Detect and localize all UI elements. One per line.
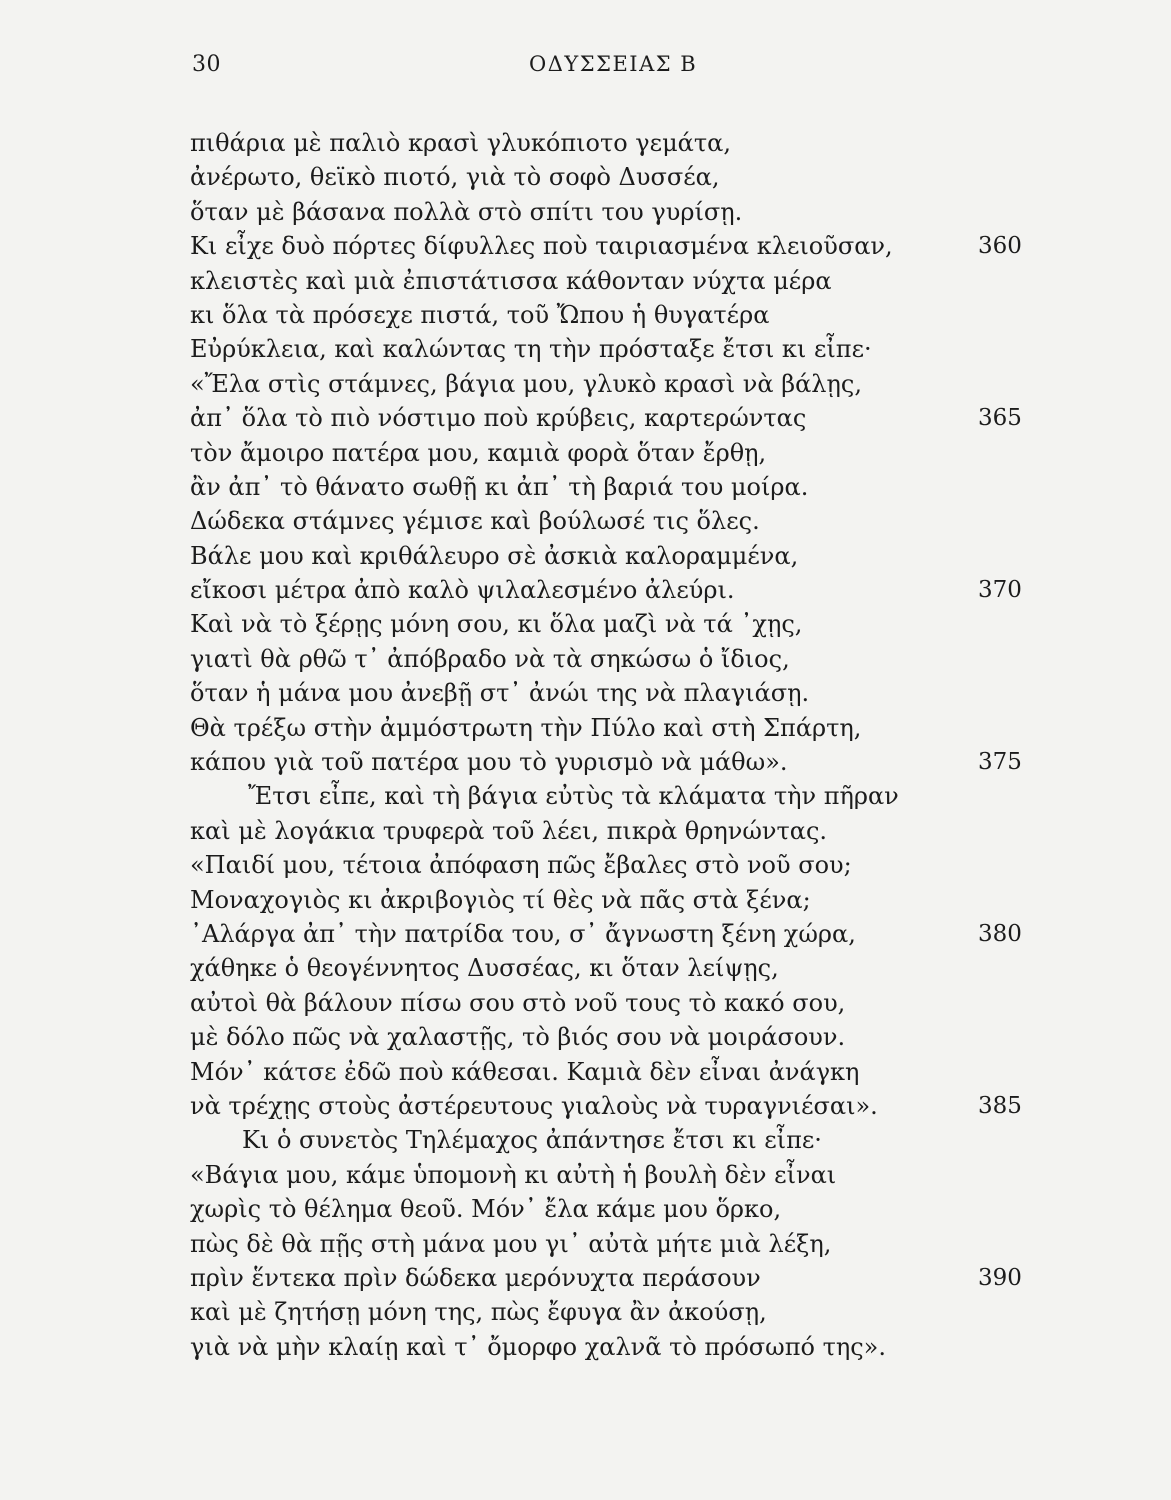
verse-text: ὅταν ἡ μάνα μου ἀνεβῇ στ᾿ ἀνώι της νὰ πλαγιάσῃ.: [190, 679, 810, 708]
line-number: 370: [978, 577, 1022, 604]
verse-line: [190, 1020, 1030, 1054]
verse-line: [190, 367, 1030, 401]
verse-text: πιθάρια μὲ παλιὸ κρασὶ γλυκόπιοτο γεμάτα,: [190, 129, 731, 157]
verse-text: κάπου γιὰ τοῦ πατέρα μου τὸ γυρισμὸ νὰ μάθω».: [190, 748, 788, 777]
verse-line: [190, 1227, 1030, 1261]
verse-line: [190, 401, 1030, 435]
verse-line: [190, 298, 1030, 332]
verse-text: πρὶν ἕντεκα πρὶν δώδεκα μερόνυχτα περάσουν: [190, 1263, 761, 1292]
line-number: 365: [978, 405, 1022, 432]
verse-text: ᾿Αλάργα ἀπ᾿ τὴν πατρίδα του, σ᾿ ἄγνωστη ξένη χώρα,: [190, 919, 856, 948]
verse-line: [190, 539, 1030, 573]
verse-line: [190, 229, 1030, 263]
verse-text: Βάλε μου καὶ κριθάλευρο σὲ ἀσκιὰ καλοραμμένα,: [190, 541, 799, 570]
verse-text: αὐτοὶ θὰ βάλουν πίσω σου στὸ νοῦ τους τὸ κακό σου,: [190, 988, 846, 1017]
verse-text: νὰ τρέχῃς στοὺς ἀστέρευτους γιαλοὺς νὰ τυραγνιέσαι».: [190, 1091, 878, 1120]
verse-line: [190, 470, 1030, 504]
verse-line: [190, 986, 1030, 1020]
verse-text: γιὰ νὰ μὴν κλαίῃ καὶ τ᾿ ὄμορφο χαλνᾶ τὸ πρόσωπό της».: [190, 1332, 886, 1361]
verse-line: [190, 917, 1030, 951]
verse-text: πὼς δὲ θὰ πῇς στὴ μάνα μου γι᾿ αὐτὰ μήτε μιὰ λέξη,: [190, 1229, 832, 1258]
verse-line: [190, 436, 1030, 470]
verse-line: [190, 711, 1030, 745]
line-number: 385: [978, 1092, 1022, 1119]
verse-line: [190, 607, 1030, 641]
verse-text: Καὶ νὰ τὸ ξέρῃς μόνη σου, κι ὅλα μαζὶ νὰ τά ᾿χῃς,: [190, 610, 803, 639]
verse-text: «Ἔλα στὶς στάμνες, βάγια μου, γλυκὸ κρασὶ νὰ βάλῃς,: [190, 369, 862, 398]
verse-line: [190, 332, 1030, 366]
verse-line: [190, 1295, 1030, 1329]
verse-block: [190, 126, 1030, 1364]
verse-text: Κι ὁ συνετὸς Τηλέμαχος ἀπάντησε ἔτσι κι εἶπε·: [242, 1126, 822, 1155]
verse-line: [190, 195, 1030, 229]
verse-text: ἀπ᾿ ὅλα τὸ πιὸ νόστιμο ποὺ κρύβεις, καρτερώντας: [190, 404, 807, 433]
line-number: 380: [978, 920, 1022, 947]
verse-line: [190, 1055, 1030, 1089]
verse-line: [190, 814, 1030, 848]
verse-text: χάθηκε ὁ θεογέννητος Δυσσέας, κι ὅταν λείψῃς,: [190, 954, 779, 983]
verse-text: Δώδεκα στάμνες γέμισε καὶ βούλωσέ τις ὅλες.: [190, 507, 760, 536]
verse-line: [190, 848, 1030, 882]
verse-line: [190, 1330, 1030, 1364]
verse-line: [190, 779, 1030, 813]
verse-line: [190, 883, 1030, 917]
line-number: 360: [978, 233, 1022, 260]
verse-text: Κι εἶχε δυὸ πόρτες δίφυλλες ποὺ ταιριασμένα κλειοῦσαν,: [190, 232, 893, 261]
verse-text: «Παιδί μου, τέτοια ἀπόφαση πῶς ἔβαλες στὸ νοῦ σου;: [190, 851, 852, 880]
verse-text: ὅταν μὲ βάσανα πολλὰ στὸ σπίτι του γυρίσῃ.: [190, 197, 743, 226]
verse-text: ἂν ἀπ᾿ τὸ θάνατο σωθῇ κι ἀπ᾿ τὴ βαριά του μοίρα.: [190, 472, 809, 501]
verse-text: κι ὅλα τὰ πρόσεχε πιστά, τοῦ Ὤπου ἡ θυγατέρα: [190, 300, 770, 329]
verse-line: [190, 951, 1030, 985]
verse-line: [190, 676, 1030, 710]
verse-text: τὸν ἄμοιρο πατέρα μου, καμιὰ φορὰ ὅταν ἔρθῃ,: [190, 438, 767, 467]
page-header: [192, 52, 1022, 92]
verse-line: [190, 1261, 1030, 1295]
verse-line: [190, 264, 1030, 298]
running-title: ΟΔΥΣΣΕΙΑΣ Β: [529, 52, 698, 76]
page-number: 30: [192, 52, 221, 77]
verse-text: εἴκοσι μέτρα ἀπὸ καλὸ ψιλαλεσμένο ἀλεύρι.: [190, 576, 735, 605]
verse-text: Μόν᾿ κάτσε ἐδῶ ποὺ κάθεσαι. Καμιὰ δὲν εἶναι ἀνάγκη: [190, 1057, 860, 1086]
verse-text: καὶ μὲ ζητήσῃ μόνη της, πὼς ἔφυγα ἂν ἀκούσῃ,: [190, 1298, 767, 1327]
verse-line: [190, 573, 1030, 607]
verse-line: [190, 126, 1030, 160]
verse-line: [190, 1158, 1030, 1192]
verse-line: [190, 1192, 1030, 1226]
line-number: 375: [978, 749, 1022, 776]
verse-text: Ἔτσι εἶπε, καὶ τὴ βάγια εὐτὺς τὰ κλάματα τὴν πῆραν: [248, 782, 899, 811]
verse-text: «Βάγια μου, κάμε ὑπομονὴ κι αὐτὴ ἡ βουλὴ δὲν εἶναι: [190, 1160, 837, 1189]
verse-text: γιατὶ θὰ ρθῶ τ᾿ ἀπόβραδο νὰ τὰ σηκώσω ὁ ἴδιος,: [190, 644, 790, 673]
verse-text: κλειστὲς καὶ μιὰ ἐπιστάτισσα κάθονταν νύχτα μέρα: [190, 266, 832, 295]
verse-text: χωρὶς τὸ θέλημα θεοῦ. Μόν᾿ ἔλα κάμε μου ὅρκο,: [190, 1195, 782, 1224]
verse-line: [190, 504, 1030, 538]
verse-line: [190, 160, 1030, 194]
verse-text: Εὐρύκλεια, καὶ καλώντας τη τὴν πρόσταξε ἔτσι κι εἶπε·: [190, 335, 872, 364]
verse-text: μὲ δόλο πῶς νὰ χαλαστῇς, τὸ βιός σου νὰ μοιράσουν.: [190, 1023, 846, 1052]
verse-line: [190, 642, 1030, 676]
verse-line: [190, 745, 1030, 779]
verse-text: ἀνέρωτο, θεϊκὸ πιοτό, γιὰ τὸ σοφὸ Δυσσέα,: [190, 163, 720, 192]
verse-line: [190, 1089, 1030, 1123]
verse-text: καὶ μὲ λογάκια τρυφερὰ τοῦ λέει, πικρὰ θρηνώντας.: [190, 816, 828, 845]
line-number: 390: [978, 1264, 1022, 1291]
verse-text: Μοναχογιὸς κι ἀκριβογιὸς τί θὲς νὰ πᾶς στὰ ξένα;: [190, 885, 811, 914]
verse-text: Θὰ τρέξω στὴν ἀμμόστρωτη τὴν Πύλο καὶ στὴ Σπάρτη,: [190, 713, 862, 742]
verse-line: [190, 1123, 1030, 1157]
